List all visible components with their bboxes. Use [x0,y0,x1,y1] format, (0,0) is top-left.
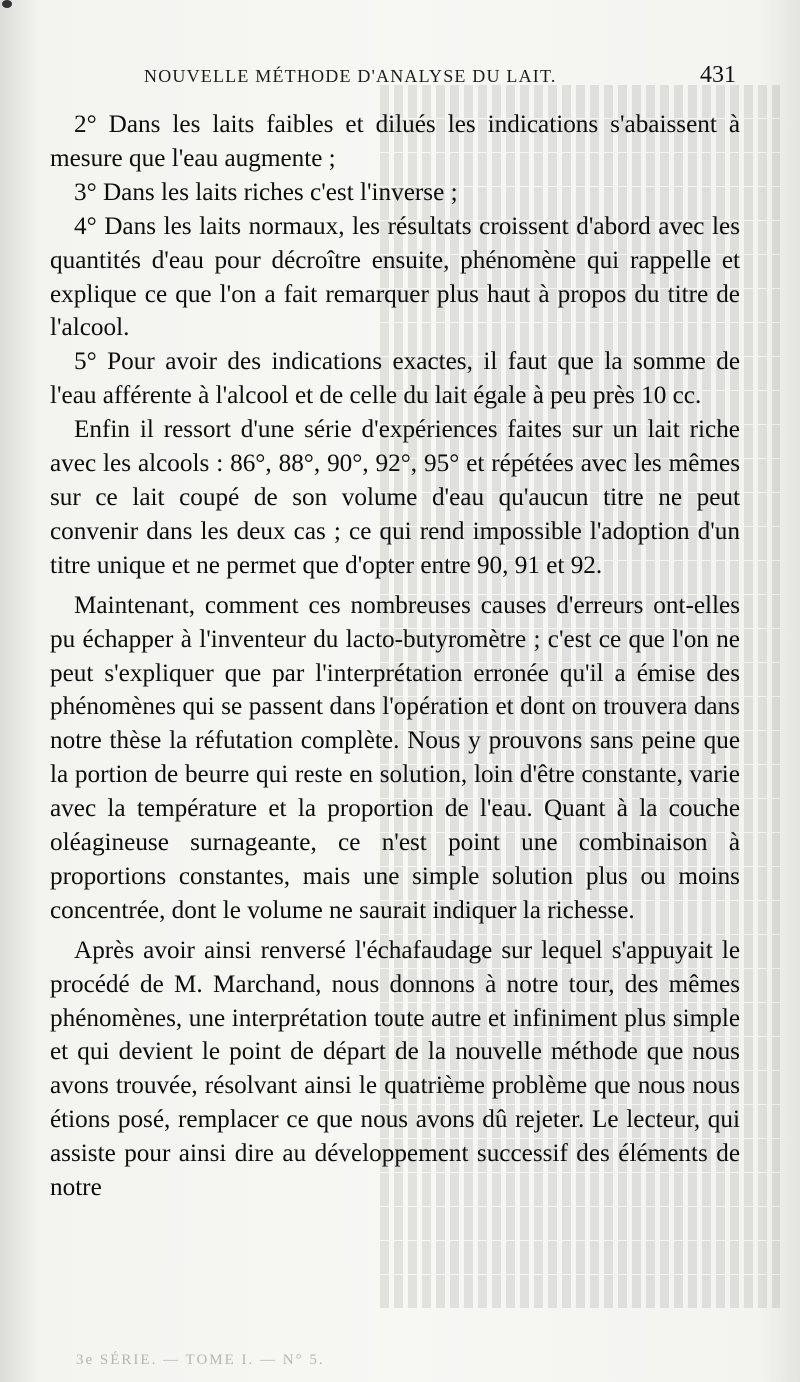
running-header [144,62,736,96]
paragraph-apres: Après avoir ainsi renversé l'échafaudage sur lequel s'appuyait le procédé de M. Marchand, nous donnons à notre tour, des mêmes phénomènes, une interprétation toute autre et infiniment plus simple et qui devient le point de départ de la nouvelle méthode que nous avons trouvée, résolvant ainsi le quatrième problème que nous nous étions posé, remplacer ce que nous avons dû rejeter. Le lecteur, qui assiste pour ainsi dire au développement successif des éléments de notre [50,936,740,1202]
page-number: 431 [700,62,736,88]
running-title: NOUVELLE MÉTHODE D'ANALYSE DU LAIT. [144,66,557,86]
paragraph-item-4: 4° Dans les laits normaux, les résultats croissent d'abord avec les quantités d'eau pour décroître ensuite, phénomène qui rappelle et explique ce que l'on a fait remarquer plus haut à propos du titre de l'alcool. [50,212,740,342]
paragraph-item-3: 3° Dans les laits riches c'est l'inverse ; [74,178,458,206]
ink-speck [2,0,12,8]
signature-mark: 3e SÉRIE. — TOME I. — N° 5. [76,1352,325,1368]
paragraph-item-2: 2° Dans les laits faibles et dilués les indications s'abaissent à mesure que l'eau augmente ; [50,111,740,172]
body-text [50,108,740,1205]
paragraph-maintenant: Maintenant, comment ces nombreuses causes d'erreurs ont-elles pu échapper à l'inventeur du lacto-butyromètre ; c'est ce que l'on ne peut s'expliquer que par l'interprétation erronée qu'il a émise des phénomènes qui se passent dans l'opération et dont on trouvera dans notre thèse la réfutation complète. Nous y prouvons sans peine que la portion de beurre qui reste en solution, loin d'être constante, varie avec la température et la proportion de l'eau. Quant à la couche oléagineuse surnageante, ce n'est point une combinaison à proportions constantes, mais une simple solution plus ou moins concentrée, dont le volume ne saurait indiquer la richesse. [50,591,740,924]
paragraph-enfin: Enfin il ressort d'une série d'expériences faites sur un lait riche avec les alcools : 86°, 88°, 90°, 92°, 95° et répétées avec les mêmes sur ce lait coupé de son volume d'eau qu'aucun titre ne peut convenir dans les deux cas ; ce qui rend impossible l'adoption d'un titre unique et ne permet que d'opter entre 90, 91 et 92. [50,416,740,579]
paragraph-item-5: 5° Pour avoir des indications exactes, il faut que la somme de l'eau afférente à l'alcool et de celle du lait égale à peu près 10 cc. [50,348,740,410]
